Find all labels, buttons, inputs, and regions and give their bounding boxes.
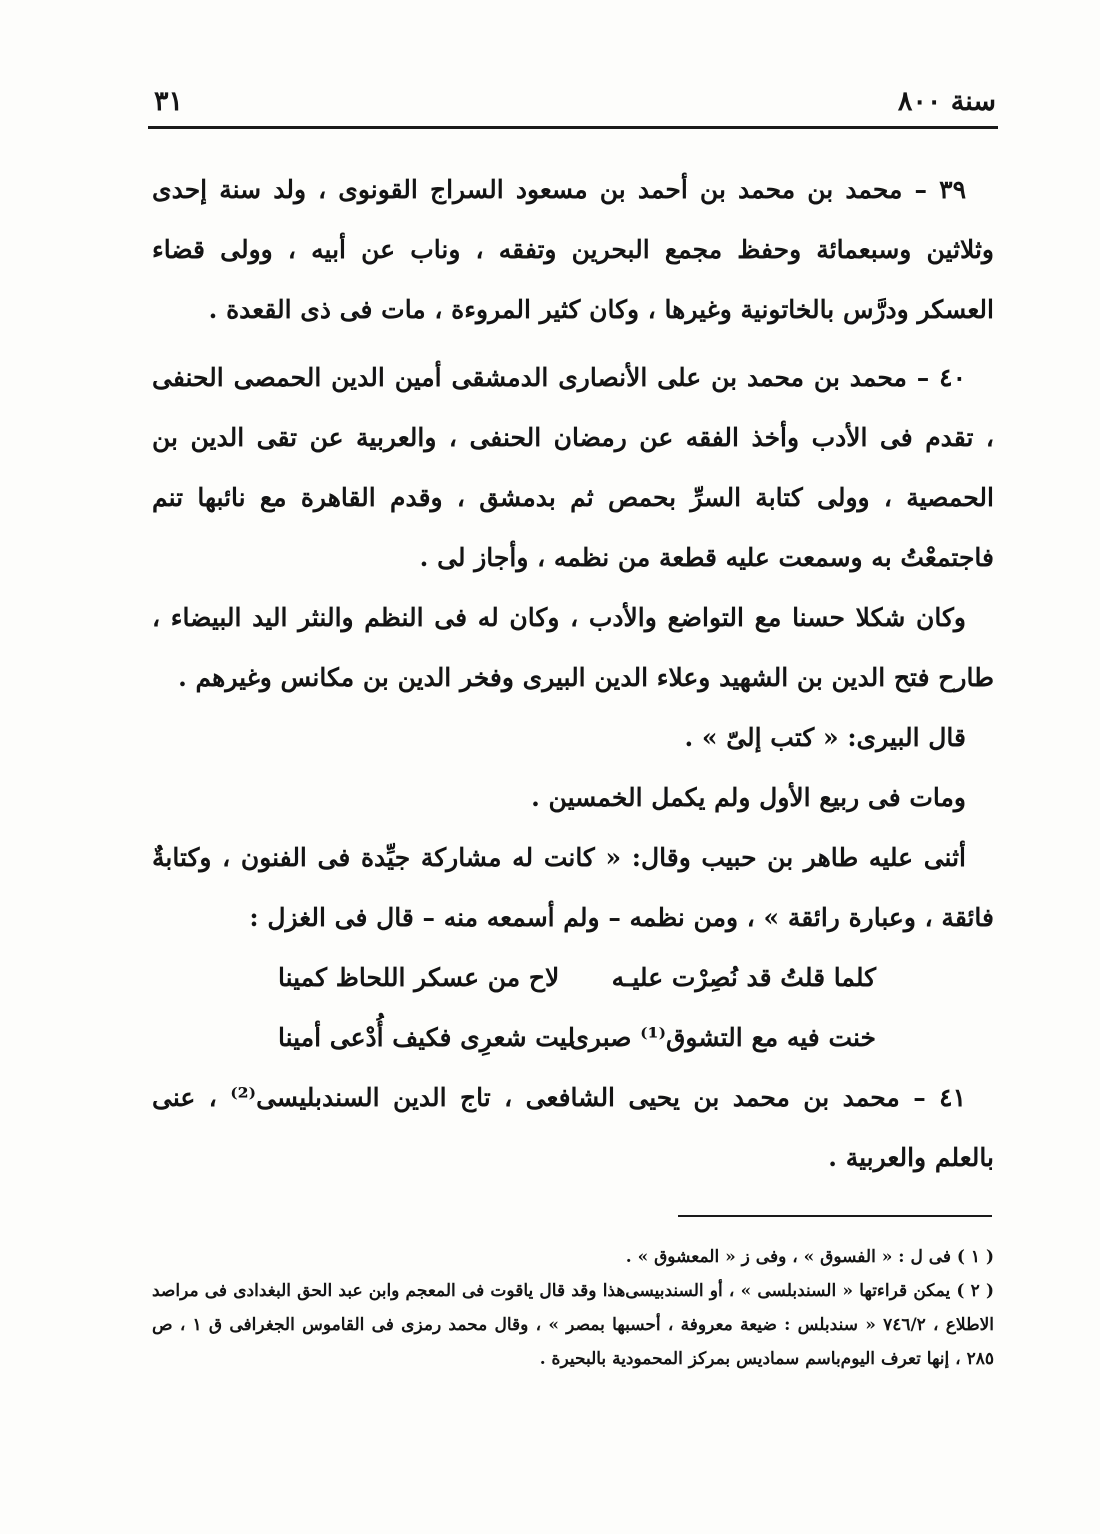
entry-39-line-3: ودرَّس بالخاتونية وغيرها ، وكان كثير المروءة ، مات فى ذى القعدة . bbox=[208, 295, 909, 324]
entry-39-line-2: وثلاثين وسبعمائة وحفظ مجمع البحرين وتفقه ، وناب عن أبيه ، وولى قضاء العسكر bbox=[152, 235, 994, 324]
paragraph-praise bbox=[152, 828, 994, 948]
entry-40-line-2: تقدم فى الأدب وأخذ الفقه عن رمضان الحنفى ، والعربية عن تقى الدين بن الحمصية ، bbox=[152, 423, 994, 512]
entry-39-text bbox=[152, 160, 994, 340]
running-title: سنة ٨٠٠ bbox=[897, 86, 996, 117]
footnote-1: ( ١ ) فى ل : « الفسوق » ، وفى ز « المعشوق » . bbox=[625, 1247, 994, 1267]
paragraph-biri-quote: قال البيرى: « كتب إلىّ » . bbox=[684, 723, 966, 752]
entry-41-line-2: والعربية . bbox=[828, 1143, 927, 1172]
header-rule bbox=[148, 126, 998, 129]
entry-41 bbox=[152, 1068, 994, 1188]
verse-1-first-hemistich: كلما قلتُ قد نُصِرْت عليـه bbox=[611, 963, 876, 992]
verse-2-second-hemistich: ليت شعرِى فكيف أُدْعى أمينا bbox=[278, 1023, 575, 1052]
entry-41-line-1: ٤١ – محمد بن محمد بن يحيى الشافعى ، تاج الدين السندبليسى⁽²⁾ ، عنى بالعلم bbox=[152, 1083, 994, 1172]
footnote-2-line-3: ص ٢٨٥ ، إنها تعرف اليوم‌باسم سماديس بمركز المحمودية بالبحيرة . bbox=[152, 1315, 994, 1369]
page-number: ٣١ bbox=[154, 86, 184, 117]
entry-41-text bbox=[152, 1068, 994, 1188]
verse-line-1 bbox=[152, 948, 994, 1008]
verse-line-2 bbox=[152, 1008, 994, 1068]
entry-40-line-3: وولى كتابة السرِّ بحمص ثم بدمشق ، وقدم القاهرة مع نائبها تنم فاجتمعْتُ به وسمعت عليه bbox=[152, 483, 994, 572]
footnote-2-line-1: ( ٢ ) يمكن قراءتها « السندبلسى » ، أو السندبيسى‌هذا وقد قال ياقوت فى المعجم وابن عبد الحق البغدادى فى مراصد bbox=[152, 1281, 995, 1301]
paragraph-form-line-2: فتح الدين بن الشهيد وعلاء الدين البيرى وفخر الدين بن مكانس وغيرهم . bbox=[178, 663, 930, 692]
paragraph-form-line-1: وكان شكلا حسنا مع التواضع والأدب ، وكان له فى النظم والنثر اليد البيضاء ، طارح bbox=[152, 603, 994, 692]
entry-40-line-1: ٤٠ – محمد بن محمد بن على الأنصارى الدمشقى أمين الدين الحمصى الحنفى ، bbox=[152, 363, 994, 452]
footnotes bbox=[152, 1240, 994, 1376]
entry-40-line-4: قطعة من نظمه ، وأجاز لى . bbox=[419, 543, 717, 572]
verse-1-second-hemistich: لاح من عسكر اللحاظ كمينا bbox=[278, 963, 560, 992]
paragraph-death: ومات فى ربيع الأول ولم يكمل الخمسين . bbox=[531, 783, 966, 812]
footnote-2-line-2: الاطلاع ، ٧٤٦/٢ « سندبلس : ضيعة معروفة ، أحسبها بمصر » ، وقال محمد رمزى فى القاموس الجغرافى ق ١ ، bbox=[179, 1315, 995, 1335]
main-text bbox=[152, 160, 994, 1188]
entry-40 bbox=[152, 348, 994, 588]
entry-39 bbox=[152, 160, 994, 340]
footnote-2 bbox=[152, 1274, 994, 1376]
entry-39-line-1: ٣٩ – محمد بن محمد بن أحمد بن مسعود السراج القونوى ، ولد سنة إحدى bbox=[152, 175, 966, 204]
paragraph-praise-line-1: أثنى عليه طاهر بن حبيب وقال: « كانت له مشاركة جيِّدة فى الفنون ، وكتابةٌ فائقة ، bbox=[152, 843, 994, 932]
footnote-rule bbox=[678, 1215, 992, 1217]
entry-40-text bbox=[152, 348, 994, 588]
verse-2-first-hemistich: خنت فيه مع التشوق⁽¹⁾ صبرى bbox=[569, 1023, 876, 1052]
paragraph-praise-line-2: وعبارة رائقة » ، ومن نظمه – ولم أسمعه منه – قال فى الغزل : bbox=[249, 903, 916, 932]
page-header bbox=[150, 82, 998, 126]
paragraph-form bbox=[152, 588, 994, 708]
